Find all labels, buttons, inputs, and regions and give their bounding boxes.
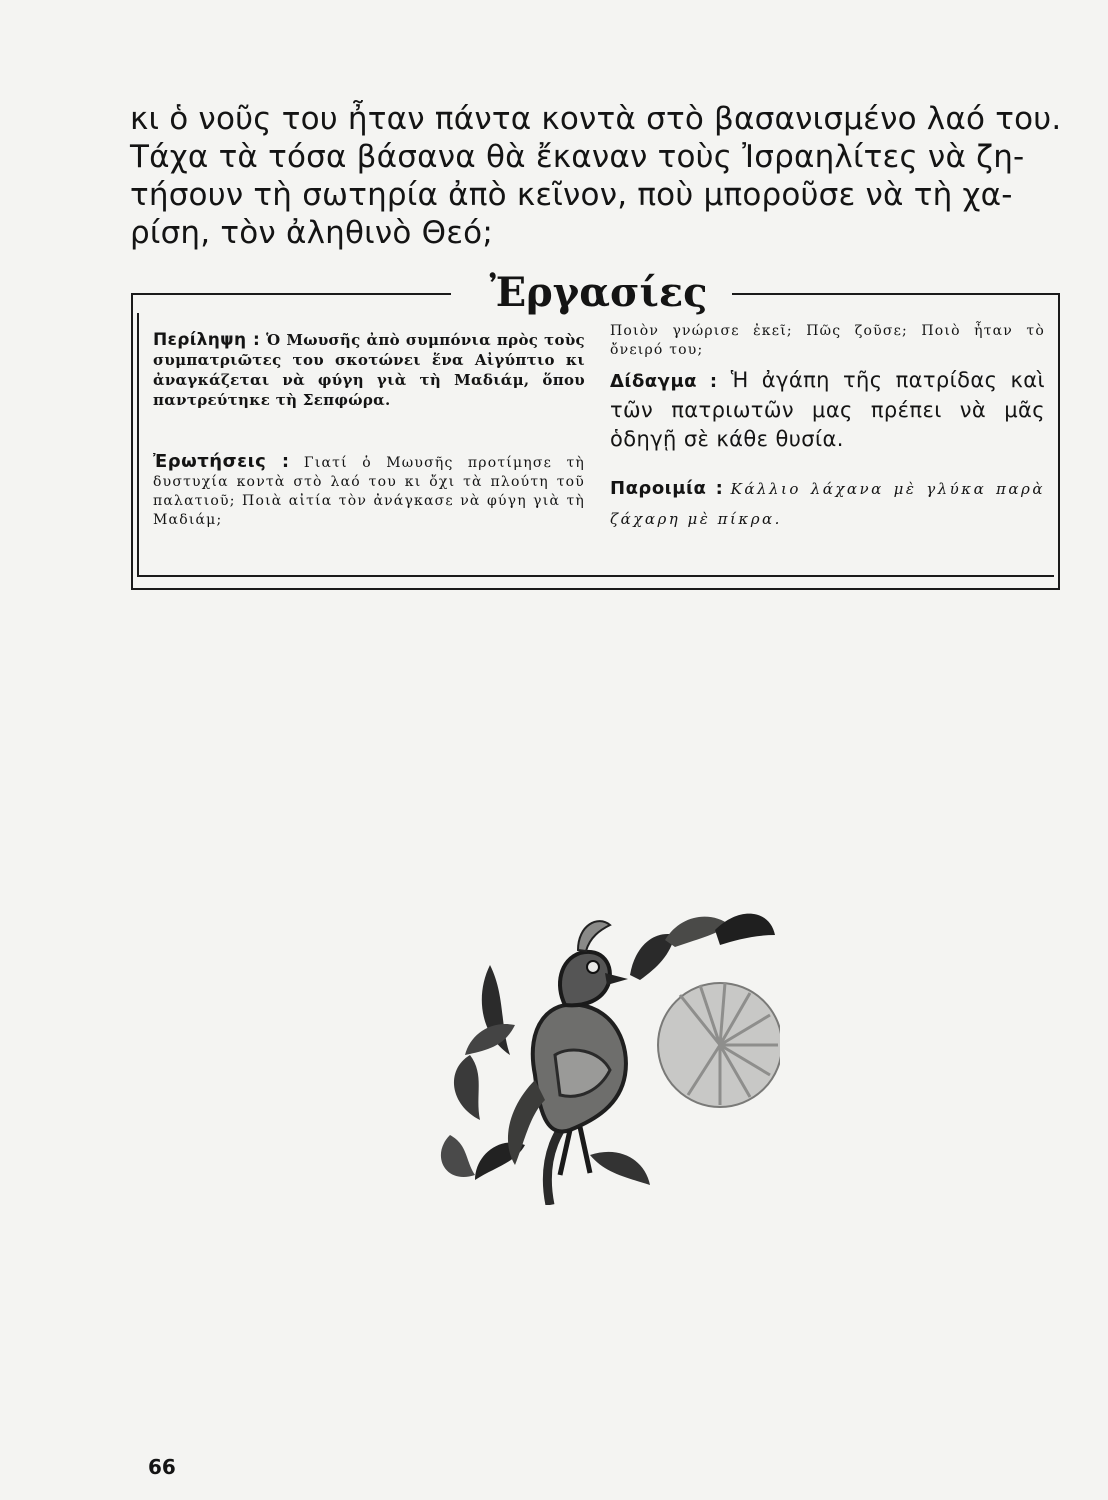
- exercises-title: Ἐργασίες: [489, 269, 708, 316]
- intro-paragraph: [130, 100, 1060, 252]
- bird-ornament-illustration: [430, 905, 780, 1205]
- exercises-left-column: [153, 330, 585, 530]
- lesson-text: Ἡ ἀγάπη τῆς πατρίδας καὶ τῶν πατριωτῶν μας πρέπει νὰ μᾶς ὁδηγῇ σὲ κάθε θυσία.: [610, 368, 1045, 451]
- summary-text: Ὁ Μωυσῆς ἀπὸ συμπόνια πρὸς τοὺς συμπατριῶτες του σκοτώνει ἕνα Αἰγύπτιο κι ἀναγκάζεται νὰ φύγη γιὰ τὴ Μαδιάμ, ὅπου παντρεύτηκε τὴ Σεπφώρα.: [153, 331, 585, 409]
- box-inner-border-bottom: [137, 575, 1054, 577]
- questions-label: Ἐρωτήσεις :: [153, 451, 290, 472]
- summary-label: Περίληψη :: [153, 330, 261, 350]
- flower-ornament: [630, 914, 775, 980]
- intro-line: τήσουν τὴ σωτηρία ἀπὸ κεῖνον, ποὺ μποροῦσε νὰ τὴ χα-: [130, 177, 1013, 213]
- exercises-right-column: [610, 322, 1045, 534]
- lesson-paragraph: [610, 366, 1045, 454]
- fan-ornament: [658, 983, 780, 1107]
- questions-continuation: Ποιὸν γνώρισε ἐκεῖ; Πῶς ζοῦσε; Ποιὸ ἦταν τὸ ὄνειρό του;: [610, 323, 1045, 358]
- questions-paragraph: [153, 452, 585, 530]
- page-number: 66: [148, 1455, 176, 1479]
- proverb-text: Κάλλιο λάχανα μὲ γλύκα παρὰ ζάχαρη μὲ πίκρα.: [610, 480, 1045, 528]
- proverb-label: Παροιμία :: [610, 478, 724, 499]
- intro-line: Τάχα τὰ τόσα βάσανα θὰ ἔκαναν τοὺς Ἰσραηλίτες νὰ ζη-: [130, 139, 1025, 175]
- bird-figure: [508, 921, 628, 1175]
- intro-line: ρίση, τὸν ἀληθινὸ Θεό;: [130, 215, 493, 251]
- proverb-paragraph: [610, 474, 1045, 534]
- questions-text: Γιατί ὁ Μωυσῆς προτίμησε τὴ δυστυχία κοντὰ στὸ λαό του κι ὄχι τὰ πλούτη τοῦ παλατιοῦ; Ποιὰ αἰτία τὸν ἀνάγκασε νὰ φύγη γιὰ τὴ Μαδιάμ;: [153, 455, 586, 528]
- box-inner-border-left: [137, 313, 139, 575]
- summary-paragraph: [153, 330, 585, 410]
- intro-line: κι ὁ νοῦς του ἦταν πάντα κοντὰ στὸ βασανισμένο λαό του.: [130, 101, 1062, 137]
- lesson-label: Δίδαγμα :: [610, 371, 718, 392]
